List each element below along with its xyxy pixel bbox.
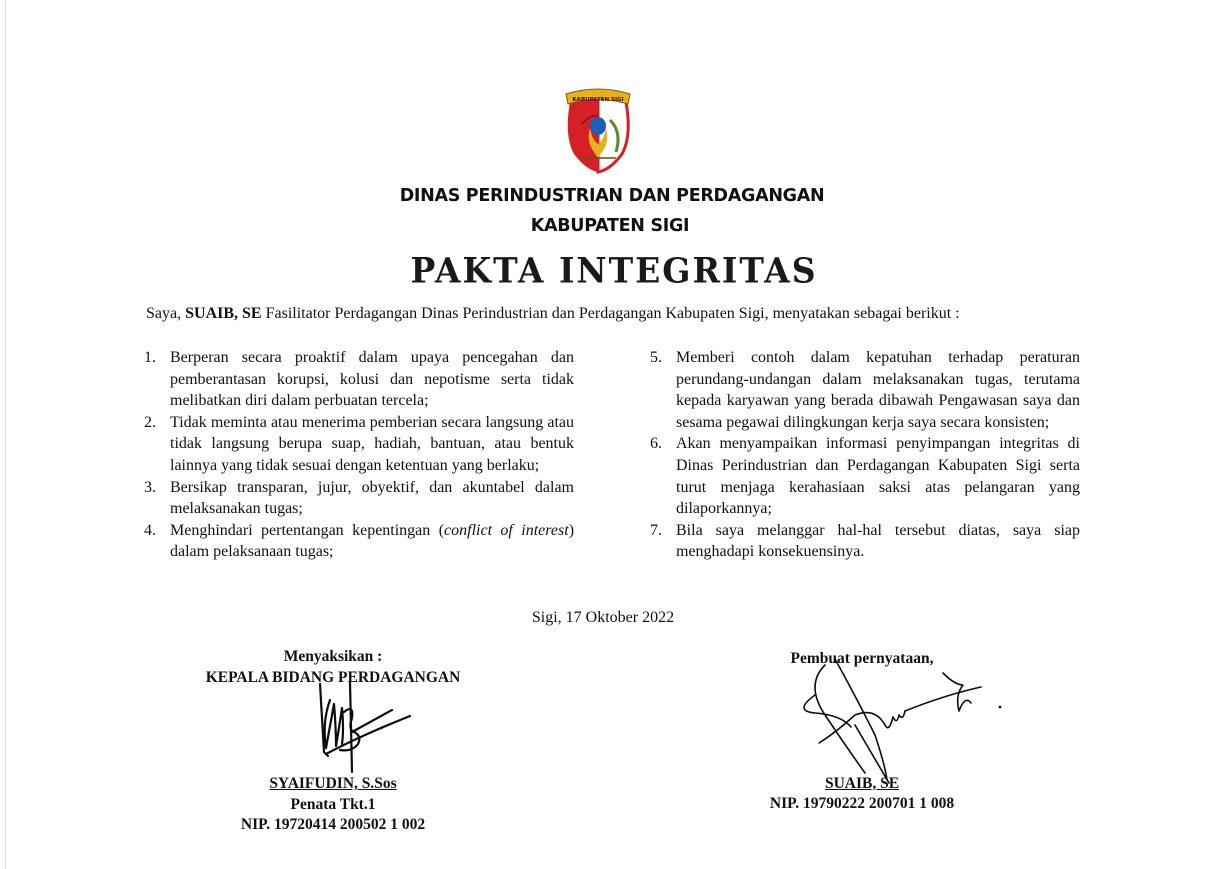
witness-rank: Penata Tkt.1 — [290, 795, 376, 813]
pledge-text-post: ) dalam pelaksanaan tugas; — [170, 521, 575, 561]
intro-prefix: Saya, — [146, 305, 186, 322]
intro-name: SUAIB, SE — [185, 305, 262, 322]
place-date: Sigi, 17 Oktober 2022 — [531, 609, 675, 626]
declarant-block — [712, 649, 1012, 815]
pledge-list-left — [144, 347, 574, 563]
pledge-item — [144, 412, 574, 477]
pledge-number: 3. — [144, 478, 156, 496]
pledge-item — [650, 347, 1080, 433]
witness-block — [180, 647, 486, 836]
pledge-text: Memberi contoh dalam kepatuhan terhadap peraturan perundang-undangan dalam melaksanakan tugas, terutama kepada karyawan yang berada dibawah Pengawasan saya dan sesama pegawai dilingkungan kerja saya secara konsisten; — [676, 349, 1080, 431]
pledge-item — [650, 433, 1080, 519]
pledge-text: Akan menyampaikan informasi penyimpangan integritas di Dinas Perindustrian dan Perdagangan Kabupaten Sigi serta turut menjaga kerahasiaan saksi atas pelangaran yang dilaporkannya; — [676, 435, 1080, 518]
declarant-name: SUAIB, SE — [824, 774, 900, 792]
pledge-item — [144, 520, 574, 563]
pledge-number: 1. — [144, 349, 156, 366]
pledge-number: 2. — [144, 413, 156, 431]
logo-banner-text: KABUPATEN SIGI — [572, 97, 624, 103]
region-name: KABUPATEN SIGI — [530, 216, 690, 236]
agency-name: DINAS PERINDUSTRIAN DAN PERDAGANGAN — [399, 186, 825, 206]
logo-shield-red — [568, 96, 598, 172]
pledge-text: Bersikap transparan, jujur, obyektif, dan akuntabel dalam melaksanakan tugas; — [170, 478, 574, 518]
pledge-item — [650, 520, 1080, 563]
kabupaten-sigi-logo — [560, 86, 636, 174]
logo-blue-emblem — [590, 117, 606, 135]
witness-name: SYAIFUDIN, S.Sos — [269, 775, 397, 792]
pledge-number: 6. — [650, 435, 662, 453]
pledge-number: 4. — [144, 521, 156, 539]
intro-rest: Fasilitator Perdagangan Dinas Perindustrian dan Perdagangan Kabupaten Sigi, menyatakan sebagai berikut : — [261, 305, 960, 322]
pledge-number: 7. — [650, 521, 662, 539]
pledge-text-pre: Menghindari pertentangan kepentingan ( — [170, 521, 445, 539]
document-title: PAKTA INTEGRITAS — [410, 250, 818, 291]
pledge-number: 5. — [650, 349, 662, 366]
intro-statement — [146, 305, 960, 323]
pledge-text — [170, 522, 574, 561]
pledge-item — [144, 477, 574, 520]
declarant-nip: NIP. 19790222 200701 1 008 — [769, 795, 955, 812]
witness-position: KEPALA BIDANG PERDAGANGAN — [205, 668, 461, 686]
pledge-text: Berperan secara proaktif dalam upaya pencegahan dan pemberantasan korupsi, kolusi dan nepotisme serta tidak melibatkan diri dalam perbuatan tercela; — [170, 349, 574, 410]
witness-label: Menyaksikan : — [283, 648, 383, 665]
pledge-item — [144, 347, 574, 412]
pledge-text: Bila saya melanggar hal-hal tersebut diatas, saya siap menghadapi konsekuensinya. — [676, 521, 1080, 561]
scan-edge-line — [5, 0, 6, 869]
witness-nip: NIP. 19720414 200502 1 002 — [240, 816, 426, 833]
pledge-text: Tidak meminta atau menerima pemberian secara langsung atau tidak langsung berupa suap, hadiah, bantuan, atau bentuk lainnya yang tidak sesuai dengan ketentuan yang berlaku; — [170, 413, 574, 474]
pledge-list-right — [650, 347, 1080, 563]
pledge-text-italic: conflict of interest — [444, 521, 569, 539]
declarant-label: Pembuat pernyataan, — [790, 650, 934, 667]
logo-shield-white — [598, 96, 628, 172]
